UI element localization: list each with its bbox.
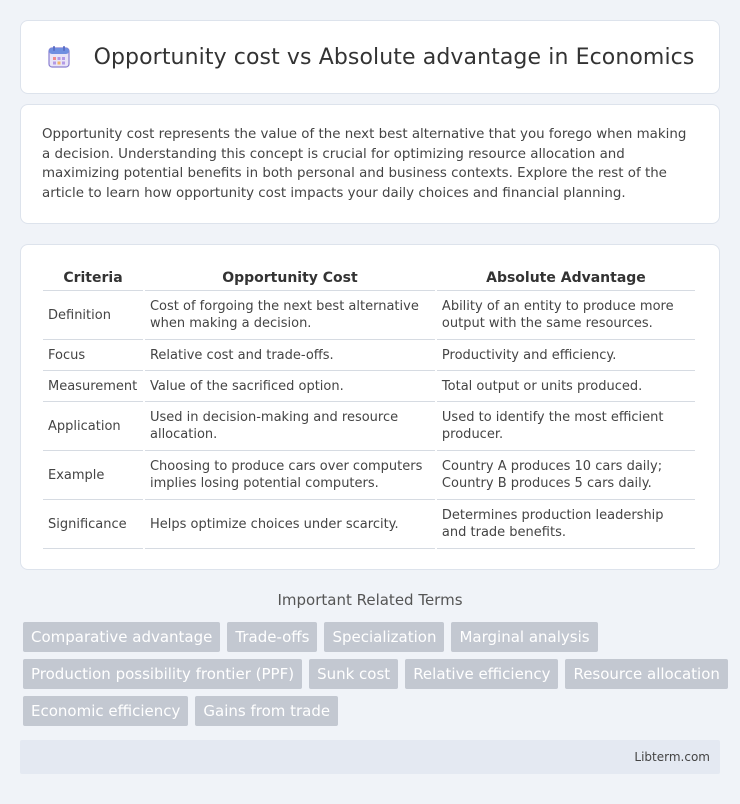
table-row bbox=[43, 340, 695, 371]
footer bbox=[20, 740, 720, 774]
row-opportunity-cost: Helps optimize choices under scarcity. bbox=[145, 500, 435, 549]
intro-card bbox=[20, 104, 720, 224]
tag-trade-offs[interactable]: Trade-offs bbox=[227, 622, 317, 652]
row-criteria: Measurement bbox=[43, 371, 143, 402]
header-card bbox=[20, 20, 720, 94]
row-opportunity-cost: Relative cost and trade-offs. bbox=[145, 340, 435, 371]
tag-row bbox=[23, 696, 723, 726]
row-criteria: Example bbox=[43, 451, 143, 500]
tag-economic-efficiency[interactable]: Economic efficiency bbox=[23, 696, 188, 726]
tag-relative-efficiency[interactable]: Relative efficiency bbox=[405, 659, 558, 689]
table-row bbox=[43, 451, 695, 500]
tag-resource-allocation[interactable]: Resource allocation bbox=[565, 659, 727, 689]
row-absolute-advantage: Country A produces 10 cars daily; Country B produces 5 cars daily. bbox=[437, 451, 695, 500]
header-opportunity-cost: Opportunity Cost bbox=[145, 265, 435, 291]
page-title: Opportunity cost vs Absolute advantage in Economics bbox=[93, 44, 695, 70]
tag-specialization[interactable]: Specialization bbox=[324, 622, 444, 652]
row-absolute-advantage: Used to identify the most efficient producer. bbox=[437, 402, 695, 451]
tag-comparative-advantage[interactable]: Comparative advantage bbox=[23, 622, 220, 652]
table-row bbox=[43, 500, 695, 549]
row-absolute-advantage: Determines production leadership and trade benefits. bbox=[437, 500, 695, 549]
related-terms-title: Important Related Terms bbox=[277, 591, 463, 609]
row-criteria: Focus bbox=[43, 340, 143, 371]
comparison-table bbox=[41, 265, 697, 549]
header-absolute-advantage: Absolute Advantage bbox=[437, 265, 695, 291]
calendar-icon bbox=[46, 44, 72, 70]
tag-row bbox=[23, 622, 723, 652]
row-criteria: Significance bbox=[43, 500, 143, 549]
row-absolute-advantage: Productivity and efficiency. bbox=[437, 340, 695, 371]
tag-production-possibility-frontier[interactable]: Production possibility frontier (PPF) bbox=[23, 659, 302, 689]
table-header-row bbox=[43, 265, 695, 291]
table-row bbox=[43, 402, 695, 451]
table-row bbox=[43, 371, 695, 402]
tag-row bbox=[23, 659, 723, 689]
related-terms bbox=[23, 622, 723, 733]
tag-marginal-analysis[interactable]: Marginal analysis bbox=[451, 622, 597, 652]
row-opportunity-cost: Cost of forgoing the next best alternative when making a decision. bbox=[145, 291, 435, 340]
row-criteria: Definition bbox=[43, 291, 143, 340]
tag-sunk-cost[interactable]: Sunk cost bbox=[309, 659, 398, 689]
row-absolute-advantage: Total output or units produced. bbox=[437, 371, 695, 402]
row-opportunity-cost: Choosing to produce cars over computers implies losing potential computers. bbox=[145, 451, 435, 500]
row-opportunity-cost: Used in decision-making and resource allocation. bbox=[145, 402, 435, 451]
intro-text: Opportunity cost represents the value of the next best alternative that you forego when making a decision. Understanding this concept is crucial for optimizing resource allocation and maximizing potential benefits in both personal and business contexts. Explore the rest of the article to learn how opportunity cost impacts your daily choices and financial planning. bbox=[42, 127, 687, 201]
row-absolute-advantage: Ability of an entity to produce more output with the same resources. bbox=[437, 291, 695, 340]
row-criteria: Application bbox=[43, 402, 143, 451]
row-opportunity-cost: Value of the sacrificed option. bbox=[145, 371, 435, 402]
comparison-table-card bbox=[20, 244, 720, 570]
footer-site-link[interactable]: Libterm.com bbox=[634, 750, 710, 764]
header-criteria: Criteria bbox=[43, 265, 143, 291]
table-row bbox=[43, 291, 695, 340]
tag-gains-from-trade[interactable]: Gains from trade bbox=[195, 696, 338, 726]
